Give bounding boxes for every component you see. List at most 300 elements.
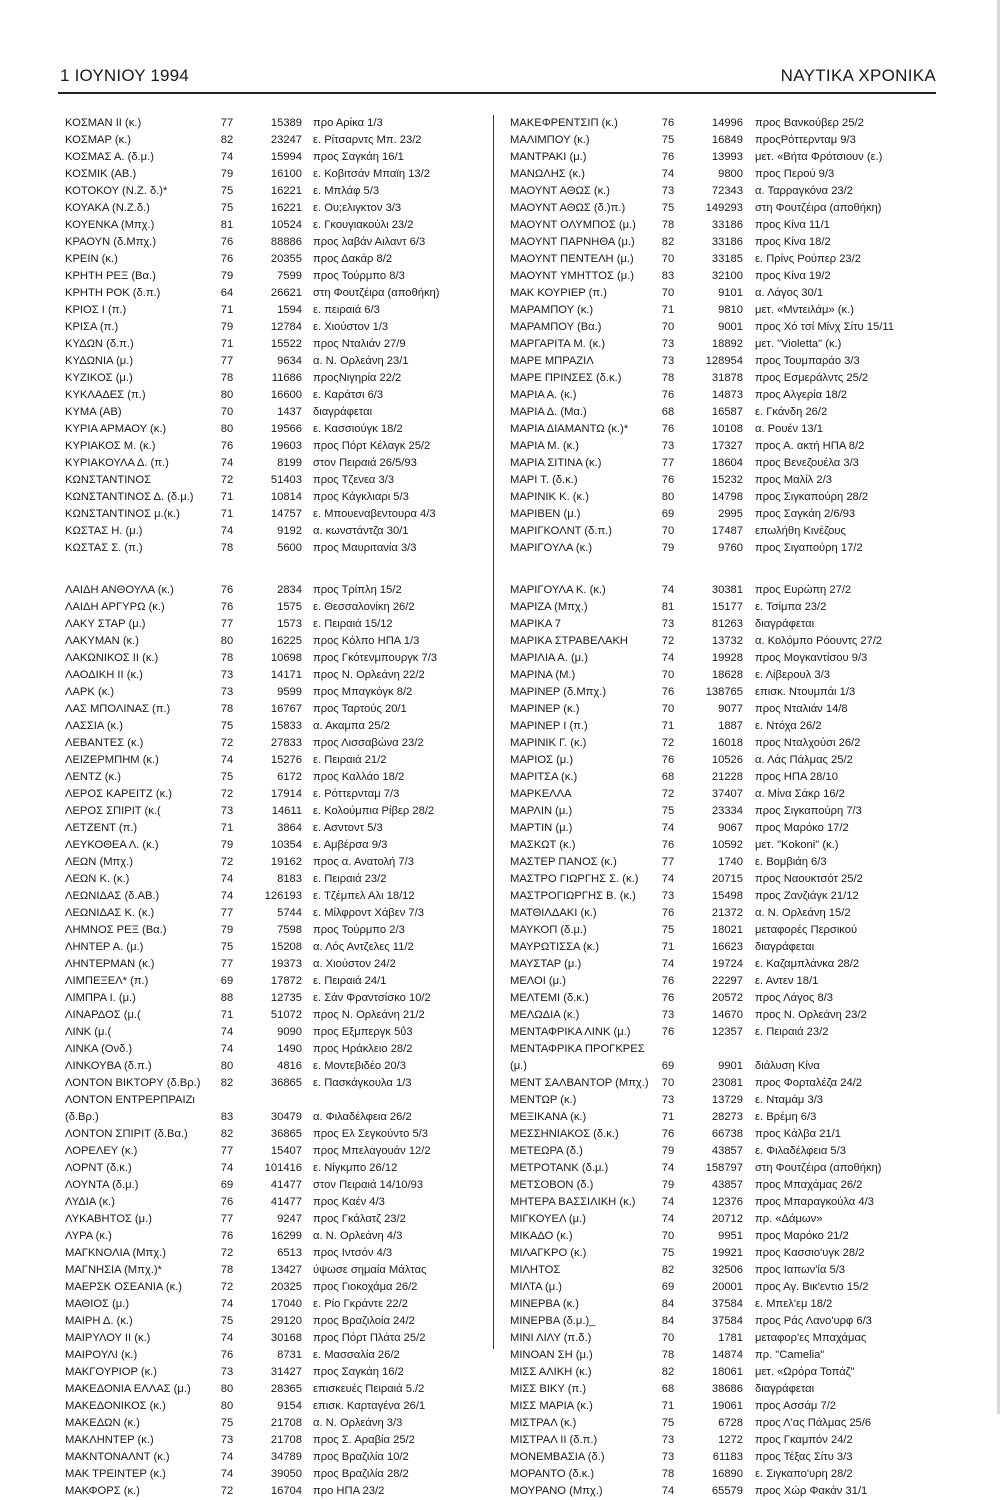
tonnage: 32506 [711,1264,743,1276]
ship-name: ΜΑΡΙΑ ΔΙΑΜΑΝΤΩ (κ.)* [510,423,629,435]
tonnage: 16623 [711,941,743,953]
ship-name: ΚΥΡΙΑ ΑΡΜΑΟΥ (κ.) [65,423,167,435]
ship-row [500,650,940,667]
tonnage: 2995 [718,508,743,520]
build-year: 80 [220,635,234,647]
build-year: 73 [220,805,234,817]
ship-row [500,667,940,684]
ship-status: προς Κίνα 11/1 [755,219,830,231]
ship-status: μετ. "Violetta" (κ.) [755,338,842,350]
tonnage: 13729 [711,1094,743,1106]
ship-name: ΛΕΩΝΙΔΑΣ (δ.ΑΒ.) [65,890,160,902]
build-year: 76 [661,975,675,987]
tonnage: 17487 [711,525,743,537]
ship-row [65,922,488,939]
ship-status: προς Τζενεα 3/3 [313,474,395,486]
ship-row [500,1194,940,1211]
tonnage: 9192 [277,525,302,537]
build-year: 74 [220,754,234,766]
ship-row [500,1007,940,1024]
build-year: 82 [661,1264,675,1276]
ship-status: προς Μογκαντίσου 9/3 [755,652,868,664]
ship-row [65,1160,488,1177]
ship-status: προς Ναουκτσότ 25/2 [755,873,863,885]
build-year: 69 [661,508,675,520]
tonnage: 9634 [277,355,302,367]
ship-status: προ Αρίκα 1/3 [313,117,383,129]
ship-row [65,370,488,387]
build-year: 70 [661,669,675,681]
ship-row [65,701,488,718]
build-year: 80 [220,423,234,435]
build-year: 76 [220,440,234,452]
ship-status: προς Δακάρ 8/2 [313,253,393,265]
tonnage: 10524 [270,219,302,231]
build-year: 76 [220,1349,234,1361]
tonnage: 33185 [711,253,743,265]
ship-row [500,149,940,166]
ship-row [65,115,488,132]
build-year: 74 [220,1298,234,1310]
ship-status: προς Εξμπεργκ 5ΰ3 [313,1026,413,1038]
ship-status: α. Λάς Πάλμας 25/2 [755,754,853,766]
build-year: 74 [661,168,675,180]
ship-name: ΜΑΥΡΩΤΙΣΣΑ (κ.) [510,941,600,953]
tonnage: 6172 [277,771,302,783]
section-gap [65,557,488,582]
ship-status: προς α. Ανατολή 7/3 [313,856,414,868]
build-year: 73 [661,1434,675,1446]
ship-status: προς Ζανζιάγκ 21/12 [755,890,859,902]
build-year: 78 [661,372,675,384]
build-year: 76 [661,1026,675,1038]
ship-name: ΜΙΓΚΟΥΕΛ (μ.) [510,1213,586,1225]
build-year: 75 [220,1417,234,1429]
ship-name: ΜΑΡΙΒΕΝ (μ.) [510,508,581,520]
tonnage: 81263 [711,618,743,630]
ship-status: α. κωνστάντζα 30/1 [313,525,409,537]
ship-row [500,956,940,973]
ship-name: ΛΕΩΝ Κ. (κ.) [65,873,130,885]
tonnage: 9951 [718,1230,743,1242]
tonnage: 12784 [270,321,302,333]
tonnage: 43857 [711,1145,743,1157]
tonnage: 9800 [718,168,743,180]
ship-status: προς Ράς Λανο'υρφ 6/3 [755,1315,872,1327]
tonnage: 31878 [711,372,743,384]
ship-status: προς Α. ακτή ΗΠΑ 8/2 [755,440,865,452]
tonnage: 72343 [711,185,743,197]
ship-status: προς Χώρ Φακάν 31/1 [755,1485,868,1497]
ship-name: ΜΑΡΙΓΟΥΛΑ (κ.) [510,542,593,554]
ship-name: ΜΑΚΛΗΝΤΕΡ (κ.) [65,1434,154,1446]
tonnage: 1490 [277,1043,302,1055]
tonnage: 1272 [718,1434,743,1446]
ship-name: ΚΥΜΑ (ΑΒ) [65,406,122,418]
build-year: 74 [661,873,675,885]
build-year: 77 [220,1145,234,1157]
ship-row [500,1126,940,1143]
build-year: 74 [220,151,234,163]
ship-status: προς Βραζιλοία 24/2 [313,1315,415,1327]
ship-row [65,285,488,302]
ship-row [500,370,940,387]
tonnage: 15522 [270,338,302,350]
ship-name: ΛΕΩΝΙΔΑΣ Κ. (κ.) [65,907,155,919]
tonnage: 10526 [711,754,743,766]
ship-name: ΛΑΟΔΙΚΗ ΙΙ (κ.) [65,669,143,681]
build-year: 82 [220,134,234,146]
build-year: 76 [661,686,675,698]
tonnage: 11686 [271,372,302,384]
ship-status: προς Περού 9/3 [755,168,835,180]
ship-name: ΜΑΡΙΟΣ (μ.) [510,754,574,766]
ship-name: ΛΑΙΔΗ ΑΝΘΟΥΛΑ (κ.) [65,584,174,596]
ship-name: ΜΑΡΙΑ Δ. (Μα.) [510,406,587,418]
ship-name: ΛΥΔΙΑ (κ.) [65,1196,115,1208]
ship-row [500,1483,940,1500]
ship-name: ΜΑΚΝΤΟΝΑΛΝΤ (κ.) [65,1451,170,1463]
build-year: 78 [220,703,234,715]
build-year: 76 [661,117,675,129]
ship-row [65,684,488,701]
ship-row [500,582,940,599]
ship-name: ΜΟΝΕΜΒΑΣΙΑ (δ.) [510,1451,605,1463]
ship-name: ΛΟΝΤΟΝ ΣΠΙΡΙΤ (δ.Βα.) [65,1128,188,1140]
ship-status: μεταφορ'ες Μπαχάμας [755,1332,867,1344]
ship-status: προς Εσμεράλντς 25/2 [755,372,869,384]
ship-status: προς Σαγκάη 16/1 [313,151,404,163]
tonnage: 23081 [711,1077,743,1089]
ship-status: α. Ν. Ορλεάνη 3/3 [313,1417,403,1429]
build-year: 76 [220,584,234,596]
tonnage: 1781 [718,1332,743,1344]
ship-row [65,667,488,684]
ship-status: ε. Αντεν 18/1 [755,975,819,987]
ship-row [500,803,940,820]
build-year: 79 [661,542,675,554]
tonnage: 10108 [711,423,743,435]
build-year: 73 [661,338,675,350]
tonnage: 22297 [711,975,743,987]
ship-row [65,149,488,166]
ship-row [500,302,940,319]
tonnage: 14757 [270,508,302,520]
tonnage: 23247 [270,134,302,146]
ship-status: ε. Σάν Φραντσίσκο 10/2 [313,992,431,1004]
ship-name: ΜΑΝΩΛΗΣ (κ.) [510,168,585,180]
tonnage: 18892 [711,338,743,350]
build-year: 70 [661,1332,675,1344]
tonnage: 9760 [718,542,743,554]
ship-name: ΜΕΛΟΙ (μ.) [510,975,566,987]
ship-name: ΜΑΡΕ ΠΡΙΝΣΕΣ (δ.κ.) [510,372,622,384]
tonnage: 14873 [711,389,743,401]
tonnage: 19724 [711,958,743,970]
ship-name: ΜΙΝΕΡΒΑ (δ.μ.)_ [510,1315,596,1327]
ship-status: ε. Ντόχα 26/2 [755,720,822,732]
ship-status: μετ. «Βήτα Φρότσιουν (ε.) [755,151,883,163]
tonnage: 23334 [711,805,743,817]
ship-name: (δ.Βρ.) [65,1111,99,1123]
ship-name: ΜΙΛΑΓΚΡΟ (κ.) [510,1247,587,1259]
tonnage: 61183 [712,1451,743,1463]
ship-row [500,854,940,871]
ship-row [65,769,488,786]
tonnage: 9901 [718,1060,743,1072]
ship-status: ε. Ρίο Γκράντε 22/2 [313,1298,408,1310]
ship-name: ΜΙΣΤΡΑΛ ΙΙ (δ.π.) [510,1434,598,1446]
ship-name: ΚΥΔΩΝ (δ.π.) [65,338,134,350]
ship-name: ΛΗΜΝΟΣ ΡΕΞ (Βα.) [65,924,167,936]
ship-name: ΛΥΚΑΒΗΤΟΣ (μ.) [65,1213,152,1225]
ship-status: προς Γκάλατζ 23/2 [313,1213,406,1225]
ship-name: ΚΥΡΙΑΚΟΣ Μ. (κ.) [65,440,156,452]
ship-status: ε. Πειραιά 24/1 [313,975,387,987]
ship-name: ΜΙΛΤΑ (μ.) [510,1281,563,1293]
build-year: 75 [220,941,234,953]
build-year: 71 [661,941,675,953]
ship-row [500,455,940,472]
ship-row [65,1449,488,1466]
ship-row [65,1483,488,1500]
tonnage: 10592 [711,839,743,851]
ship-row [65,786,488,803]
ship-status: προς Τούρμπο 8/3 [313,270,405,282]
ship-status: διαγράφεται [755,1383,815,1395]
ship-status: α. Ρουέν 13/1 [755,423,823,435]
ship-row [500,1211,940,1228]
build-year: 70 [661,1230,675,1242]
ship-name: ΛΕΝΤΖ (κ.) [65,771,121,783]
ship-row [500,1143,940,1160]
tonnage: 138765 [705,686,743,698]
ship-row [65,990,488,1007]
ship-name: ΜΕΤΡΟΤΑΝΚ (δ.μ.) [510,1162,609,1174]
ship-status: προς Σιγκαπούρη 28/2 [755,491,869,503]
ship-status: ε. Βομβιάη 6/3 [755,856,827,868]
ship-row [65,1398,488,1415]
ship-name: ΜΑΙΡΗ Δ. (κ.) [65,1315,133,1327]
left-column [65,115,488,1500]
tonnage: 1887 [718,720,743,732]
build-year: 84 [661,1298,675,1310]
build-year: 75 [220,202,234,214]
ship-row [65,1109,488,1126]
ship-status: προς Τούρμπο 2/3 [313,924,405,936]
tonnage: 5744 [277,907,302,919]
ship-row [500,251,940,268]
ship-status: ε. Πειραιά 15/12 [313,618,393,630]
ship-name: ΜΑΡΙΛΙΑ Α. (μ.) [510,652,588,664]
ship-name: ΜΑΡΙΚΑ 7 [510,618,561,630]
ship-name: ΜΑΡΙΤΣΑ (κ.) [510,771,578,783]
ship-row [65,956,488,973]
tonnage: 30479 [270,1111,302,1123]
build-year: 74 [220,1451,234,1463]
ship-name: ΛΕΡΟΣ ΚΑΡΕΙΤΖ (κ.) [65,788,173,800]
tonnage: 65579 [711,1485,743,1497]
ship-status: προς Σαγκάη 16/2 [313,1366,404,1378]
tonnage: 17872 [270,975,302,987]
tonnage: 1740 [718,856,743,868]
ship-name: ΜΙΣΣ ΑΛΙΚΗ (κ.) [510,1366,592,1378]
ship-status: ε. Ρόττερνταμ 7/3 [313,788,400,800]
tonnage: 21708 [270,1417,302,1429]
ship-status: ε. Ασντοντ 5/3 [313,822,383,834]
tonnage: 21708 [270,1434,302,1446]
ship-status: προς Βενεζουέλα 3/3 [755,457,859,469]
build-year: 75 [661,805,675,817]
ship-name: ΜΑΣΤΡΟΓΙΩΡΓΗΣ Β. (κ.) [510,890,636,902]
build-year: 77 [661,457,675,469]
tonnage: 21372 [711,907,743,919]
ship-name: ΜΑΟΥΝΤ ΥΜΗΤΤΟΣ (μ.) [510,270,635,282]
ship-name: ΛΕΤΖΕΝΤ (π.) [65,822,138,834]
ship-status: διαγράφεται [755,941,815,953]
build-year: 79 [220,839,234,851]
tonnage: 10354 [270,839,302,851]
ship-row [500,1381,940,1398]
tonnage: 20325 [270,1281,302,1293]
ship-status: ε. Τσίμπα 23/2 [755,601,827,613]
ship-status: προς Κάλβα 21/1 [755,1128,841,1140]
ship-name: ΜΑΡΛΙΝ (μ.) [510,805,573,817]
build-year: 69 [220,975,234,987]
ship-name: ΚΥΚΛΑΔΕΣ (π.) [65,389,146,401]
ship-name: ΛΑΙΔΗ ΑΡΓΥΡΩ (κ.) [65,601,165,613]
ship-name: ΛΑΡΚ (κ.) [65,686,115,698]
ship-name: ΛΑΚΥΜΑΝ (κ.) [65,635,139,647]
tonnage: 30381 [711,584,743,596]
ship-row [500,599,940,616]
tonnage: 1594 [277,304,302,316]
build-year: 74 [661,1162,675,1174]
ship-name: ΚΡΗΤΗ ΡΟΚ (δ.π.) [65,287,161,299]
ship-row [65,599,488,616]
ship-name: ΚΩΣΤΑΣ Η. (μ.) [65,525,143,537]
build-year: 75 [661,1417,675,1429]
ship-status: ε. Μπλάφ 5/3 [313,185,380,197]
build-year: 72 [220,737,234,749]
ship-name: ΛΙΜΠΡΑ Ι. (μ.) [65,992,136,1004]
build-year: 77 [220,1213,234,1225]
build-year: 78 [220,372,234,384]
ship-row [500,616,940,633]
tonnage: 19928 [711,652,743,664]
tonnage: 38686 [711,1383,743,1395]
tonnage: 2834 [277,584,302,596]
build-year: 71 [220,304,234,316]
build-year: 73 [661,618,675,630]
ship-row [500,1092,940,1109]
issue-date: 1 ΙΟΥΝΙΟΥ 1994 [60,66,189,85]
ship-status: προς ΗΠΑ 28/10 [755,771,838,783]
ship-status: προς Ταρτούς 20/1 [313,703,407,715]
ship-row [65,1007,488,1024]
ship-name: ΜΑΚΕΔΟΝΙΑ ΕΛΛΑΣ (μ.) [65,1383,191,1395]
tonnage: 16767 [270,703,302,715]
ship-row [65,251,488,268]
ship-name: ΚΡΗΤΗ ΡΕΞ (Βα.) [65,270,156,282]
build-year: 68 [661,406,675,418]
ship-status: ε. Κολούμπια Ρίβερ 28/2 [313,805,435,817]
build-year: 75 [661,202,675,214]
tonnage: 20355 [270,253,302,265]
ship-row [65,1466,488,1483]
tonnage: 16849 [711,134,743,146]
tonnage: 7599 [277,270,302,282]
ship-row [500,489,940,506]
build-year: 81 [661,601,675,613]
ship-name: ΛΑΚΩΝΙΚΟΣ ΙΙ (κ.) [65,652,159,664]
ship-name: ΜΑΡΙΝΕΡ (κ.) [510,703,580,715]
ship-status: προ ΗΠΑ 23/2 [313,1485,385,1497]
ship-name: ΜΑΚΦΟΡΣ (κ.) [65,1485,140,1497]
ship-status: προς Ιντσόν 4/3 [313,1247,393,1259]
build-year: 74 [220,890,234,902]
ship-status: ε. Πειραιά 23/2 [755,1026,829,1038]
build-year: 81 [220,219,234,231]
tonnage: 41477 [270,1179,302,1191]
ship-name: ΜΑΚ ΤΡΕΙΝΤΕΡ (κ.) [65,1468,166,1480]
tonnage: 19373 [270,958,302,970]
ship-status: προς Ν. Ορλεάνη 22/2 [313,669,425,681]
build-year: 78 [220,652,234,664]
tonnage: 20572 [711,992,743,1004]
tonnage: 14171 [270,669,302,681]
ship-row [65,803,488,820]
ship-status: προς Ν. Ορλεάνη 21/2 [313,1009,425,1021]
ship-row [500,786,940,803]
ship-status: προς Βανκούβερ 25/2 [755,117,864,129]
tonnage: 15407 [270,1145,302,1157]
ship-status: ε. Μπελ'εμ 18/2 [755,1298,833,1310]
build-year: 78 [661,1468,675,1480]
tonnage: 16221 [270,185,302,197]
ship-name: ΜΑΡΙΑ Α. (κ.) [510,389,577,401]
ship-status: προς Καέν 4/3 [313,1196,385,1208]
ship-status: ύψωσε σημαία Μάλτας [313,1264,427,1276]
ship-status: προς Τέξας Σίτυ 3/3 [755,1451,853,1463]
tonnage: 18021 [711,924,743,936]
ship-row [65,302,488,319]
tonnage: 16225 [270,635,302,647]
tonnage: 34789 [270,1451,302,1463]
build-year: 70 [661,253,675,265]
tonnage: 9247 [277,1213,302,1225]
tonnage: 36865 [270,1077,302,1089]
tonnage: 15276 [270,754,302,766]
tonnage: 19921 [711,1247,743,1259]
build-year: 79 [220,168,234,180]
ship-row [65,1211,488,1228]
ship-status: α. Ν. Ορλεάνη 4/3 [313,1230,403,1242]
ship-status: μεταφορές Περσικού [755,924,858,936]
ship-status: πρ. "Camelia" [755,1349,825,1361]
ship-name: ΜΑΙΡΟΥΛΙ (κ.) [65,1349,138,1361]
ship-row [65,506,488,523]
tonnage: 19566 [270,423,302,435]
ship-row [65,616,488,633]
ship-name: ΛΕΡΟΣ ΣΠΙΡΙΤ (κ.( [65,805,161,817]
ship-name: ΜΕΣΣΗΝΙΑΚΟΣ (δ.κ.) [510,1128,619,1140]
ship-name: ΜΑΕΡΣΚ ΟΣΕΑΝΙΑ (κ.) [65,1281,183,1293]
ship-status: προς Φορταλέζα 24/2 [755,1077,863,1089]
ship-status: προς Κάγκλιαρι 5/3 [313,491,409,503]
ship-status: προς Χό τσί Μίνχ Σίτυ 15/11 [755,321,894,333]
tonnage: 7598 [277,924,302,936]
